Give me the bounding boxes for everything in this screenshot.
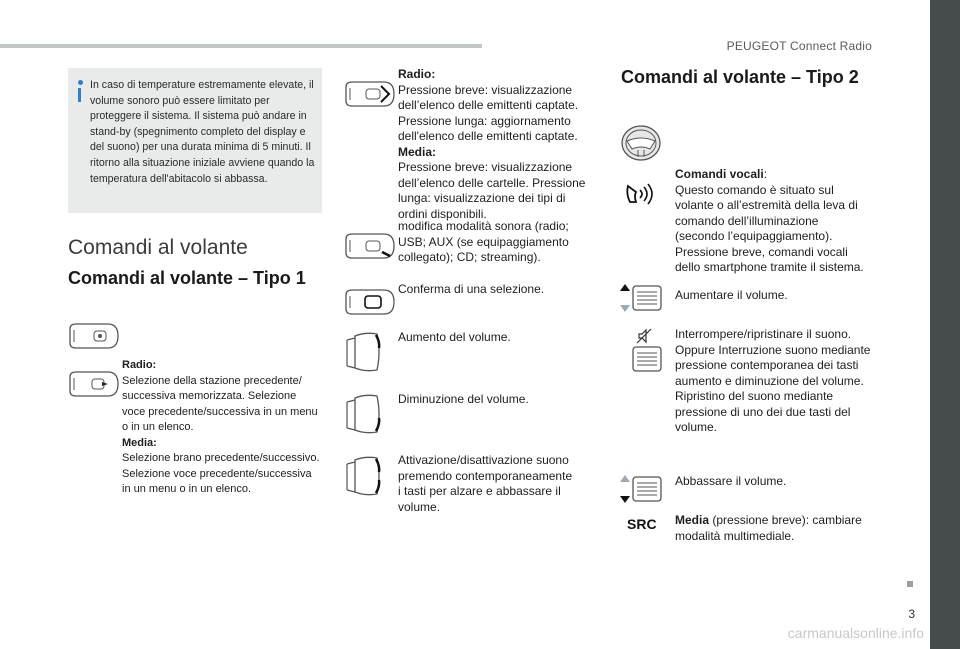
middle-confirm-text: Conferma di una selezione. [398,282,545,296]
tipo2-title: Comandi al volante – Tipo 2 [621,67,859,87]
tipo1-media-text: Selezione brano precedente/successivo. Selezione voce precedente/successiva in un menu o in un elenco. [122,452,320,495]
mute-stalk-icon [345,454,385,498]
mute-icon [636,328,652,344]
stalk-confirm-icon [344,288,396,316]
stalk-overview-icon [68,321,120,351]
tipo2-media-text: (pressione breve): cambiare modalità multimediale. [675,513,862,543]
middle-mute-text: Attivazione/disattivazione suono premendo contemporaneamente i tasti per alzare e abbassare il volume. [398,453,573,514]
page-edge-strip [930,0,960,649]
info-icon [78,80,83,85]
tipo1-media-label: Media: [122,436,157,449]
middle-mode-text: modifica modalità sonora (radio; USB; AUX (se equipaggiamento collegato); CD; streaming). [398,219,569,264]
tipo2-voice: Comandi vocali: Questo comando è situato sul volante o all’estremità della leva di comando dell’illuminazione (secondo l’equipaggiamento). Pressione breve, comandi vocali dello smartphone tramite il sistema. [675,167,864,274]
tipo2-vol-up-text: Aumentare il volume. [675,288,788,302]
continue-marker [907,581,913,587]
info-text: In caso di temperature estremamente elevate, il volume sonoro può essere limitato per proteggere il sistema. Il sistema può andare in stand-by (spegnimento completo del display e del suono) per una durata minima di 5 minuti. Il ritorno alla situazione iniziale avviene quando la temperatura dell'abitacolo si abbassa. [90,79,315,185]
tipo2-media [675,513,871,544]
tipo2-voice-label: Comandi vocali [675,167,764,181]
middle-radio-media [398,67,598,222]
tipo1-radio-text: Selezione della stazione precedente/ successiva memorizzata. Selezione voce precedente/successiva in un menu o in un elenco. [122,374,318,433]
info-bar [78,88,81,102]
tipo2-mute-text: Interrompere/ripristinare il suono. Oppure Interruzione suono mediante pressione contemporanea dei tasti aumento e diminuzione del volume. Ripristino del suono mediante pressione di uno dei due tasti del volume. [675,327,871,434]
tipo1-description [122,358,322,498]
stalk-radio-icon [68,369,120,399]
volume-down-stalk-icon [345,392,385,436]
header-rule [0,44,482,48]
volume-up-stalk-icon [345,330,385,374]
middle-media-label: Media: [398,144,437,159]
watermark: carmanualsonline.info [787,625,924,641]
tipo1-title: Comandi al volante – Tipo 1 [68,268,306,288]
tipo2-vol-down-text: Abbassare il volume. [675,474,787,488]
steering-wheel-icon [620,123,662,163]
section-title: Comandi al volante [68,236,248,259]
page-number: 3 [908,607,915,621]
info-box [68,68,322,213]
running-header: PEUGEOT Connect Radio [726,39,872,53]
volume-down-rocker-icon [619,474,663,504]
mute-rocker-icon [627,345,663,373]
stalk-mode-icon [344,232,396,260]
src-label: SRC [627,516,657,532]
middle-radio-label: Radio: [398,67,436,81]
volume-up-rocker-icon [619,283,663,313]
middle-media-text: Pressione breve: visualizzazione dell’elenco delle cartelle. Pressione lunga: visualizzazione dei tipi di ordini disponibili. [398,160,586,221]
middle-radio-text: Pressione breve: visualizzazione dell’elenco delle emittenti captate. Pressione lunga: aggiornamento dell'elenco delle emittenti captate. [398,82,579,143]
stalk-list-icon [344,80,396,108]
tipo2-media-label: Media [675,513,710,527]
voice-command-icon [622,180,656,208]
tipo2-voice-text: Questo comando è situato sul volante o all’estremità della leva di comando dell’illuminazione (secondo l’equipaggiamento). Pressione breve, comandi vocali dello smartphone tramite il sistema. [675,182,864,274]
tipo1-radio-label: Radio: [122,359,157,371]
middle-vol-up-text: Aumento del volume. [398,330,511,344]
middle-vol-down-text: Diminuzione del volume. [398,392,529,406]
